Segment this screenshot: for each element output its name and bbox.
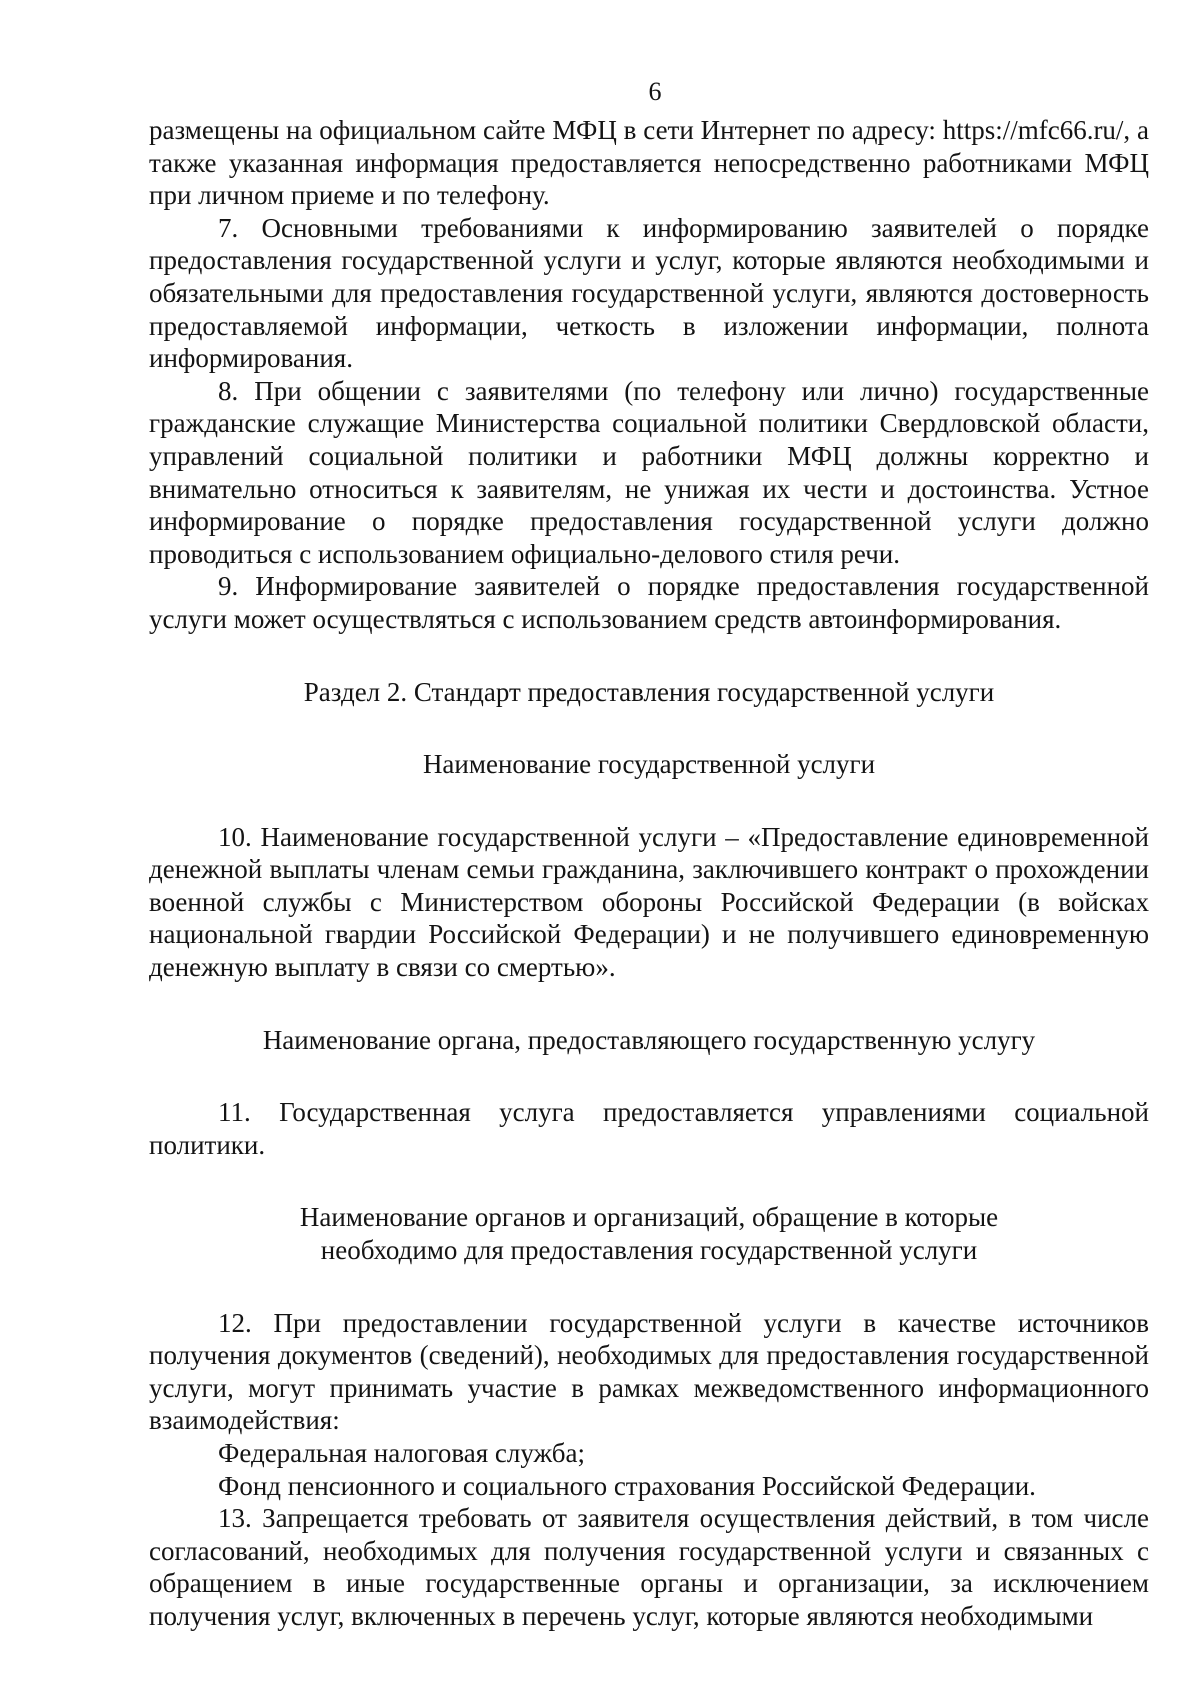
organizations-heading-line-2: необходимо для предоставления государственной услуги: [320, 1235, 978, 1266]
organizations-heading: [149, 1201, 1149, 1266]
paragraph-12: 12. При предоставлении государственной услуги в качестве источников получения документов (сведений), необходимых для предоставления государственной услуги, могут принимать участие в рамках межведомственного информационного взаимодействия:: [149, 1307, 1149, 1436]
spacer: [149, 1056, 1149, 1096]
paragraph-10: 10. Наименование государственной услуги – «Предоставление единовременной денежной выплаты членам семьи гражданина, заключившего контракт о прохождении военной службы с Министерством обороны Российской Федерации (в войсках национальной гвардии Российской Федерации) и не получившего единовременную денежную выплату в связи со смертью».: [149, 821, 1149, 983]
spacer: [149, 708, 1149, 748]
spacer: [149, 781, 1149, 821]
authority-name-heading: Наименование органа, предоставляющего государственную услугу: [262, 1024, 1036, 1055]
paragraph-11: 11. Государственная услуга предоставляется управлениями социальной политики.: [149, 1097, 1149, 1160]
paragraph-intro: размещены на официальном сайте МФЦ в сети Интернет по адресу: https://mfc66.ru/, а также указанная информация предоставляется непосредственно работниками МФЦ при личном приеме и по телефону.: [149, 115, 1149, 211]
organizations-heading-line-1: Наименование органов и организаций, обращение в которые: [299, 1202, 999, 1233]
paragraph-7: 7. Основными требованиями к информированию заявителей о порядке предоставления государственной услуги и услуг, которые являются необходимыми и обязательными для предоставления государственной услуги, являются достоверность предоставляемой информации, четкость в изложении информации, полнота информирования.: [149, 212, 1149, 374]
spacer: [149, 984, 1149, 1024]
document-body: [149, 114, 1149, 1633]
section-2-heading: Раздел 2. Стандарт предоставления государственной услуги: [303, 676, 995, 707]
paragraph-12-item-1: Федеральная налоговая служба;: [218, 1438, 586, 1468]
paragraph-8: 8. При общении с заявителями (по телефону или лично) государственные гражданские служащие Министерства социальной политики Свердловской области, управлений социальной политики и работники МФЦ должны корректно и внимательно относиться к заявителям, не унижая их чести и достоинства. Устное информирование о порядке предоставления государственной услуги должно проводиться с использованием официально-делового стиля речи.: [149, 375, 1149, 569]
paragraph-9: 9. Информирование заявителей о порядке предоставления государственной услуги может осуществляться с использованием средств автоинформирования.: [149, 571, 1149, 634]
spacer: [149, 636, 1149, 676]
page-number: 6: [648, 77, 662, 106]
spacer: [149, 1267, 1149, 1307]
paragraph-13: 13. Запрещается требовать от заявителя осуществления действий, в том числе согласований, необходимых для получения государственной услуги и связанных с обращением в иные государственные органы и организации, за исключением получения услуг, включенных в перечень услуг, которые являются необходимыми: [149, 1503, 1149, 1631]
spacer: [149, 1161, 1149, 1201]
service-name-heading: Наименование государственной услуги: [422, 749, 876, 780]
paragraph-12-item-2: Фонд пенсионного и социального страхования Российской Федерации.: [218, 1470, 1036, 1501]
